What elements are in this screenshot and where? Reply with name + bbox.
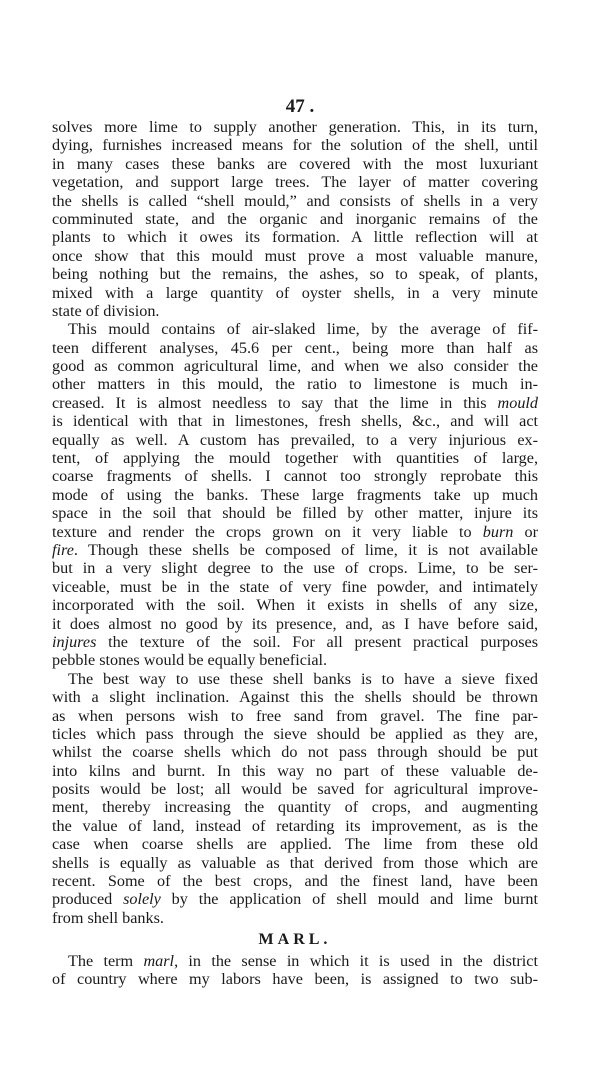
text-line [52, 228, 538, 246]
text-segment: but in a very slight degree to the use of crops. Lime, to be ser- [52, 559, 538, 578]
text-segment: incorporated with the soil. When it exists in shells of any size, [52, 596, 538, 615]
text-segment: The term [68, 951, 144, 970]
text-segment: good as common agricultural lime, and when we also consider the [52, 357, 538, 376]
text-line [52, 394, 538, 412]
italic-text: marl [143, 951, 175, 970]
text-line [52, 118, 538, 136]
text-segment: tent, of applying the mould together with quantities of large, [52, 449, 538, 468]
italic-text: fire [52, 540, 74, 559]
text-line [52, 633, 538, 651]
text-segment: or [513, 522, 538, 541]
text-segment: equally as well. A custom has prevailed, to a very injurious ex- [52, 430, 538, 449]
text-line [52, 817, 538, 835]
text-line [52, 210, 538, 228]
text-segment: it does almost no good by its presence, and, as I have before said, [52, 614, 538, 633]
text-segment: posits would be lost; all would be saved for agricultural improve- [52, 780, 538, 799]
text-line [52, 798, 538, 816]
text-segment: coarse fragments of shells. I cannot too strongly reprobate this [52, 467, 538, 486]
text-line [52, 486, 538, 504]
text-segment: teen different analyses, 45.6 per cent., being more than half as [52, 338, 538, 357]
text-line [52, 192, 538, 210]
text-line [52, 854, 538, 872]
text-segment: texture and render the crops grown on it very liable to [52, 522, 483, 541]
text-line [52, 835, 538, 853]
body-text [52, 118, 538, 988]
text-segment: creased. It is almost needless to say that the lime in this [52, 393, 498, 412]
text-segment: from shell banks. [52, 908, 164, 927]
text-segment: the value of land, instead of retarding its improvement, as is the [52, 816, 538, 835]
paragraph [52, 118, 538, 320]
text-segment: plants to which it owes its formation. A little reflection will at [52, 228, 538, 247]
text-line [52, 670, 538, 688]
text-line [52, 651, 538, 669]
text-segment: of country where my labors have been, is assigned to two sub- [52, 969, 538, 988]
text-segment: with a slight inclination. Against this the shells should be thrown [52, 688, 538, 707]
text-line [52, 743, 538, 761]
section-heading: MARL. [258, 931, 332, 949]
text-line [52, 284, 538, 302]
text-segment: viceable, must be in the state of very fine powder, and intimately [52, 577, 538, 596]
text-segment: shells is equally as valuable as that derived from those which are [52, 853, 538, 872]
text-line [52, 615, 538, 633]
text-line [52, 375, 538, 393]
text-segment: other matters in this mould, the ratio to limestone is much in- [52, 375, 538, 394]
text-line [52, 155, 538, 173]
text-segment: is identical with that in limestones, fresh shells, &c., and will act [52, 412, 538, 431]
text-line [52, 578, 538, 596]
text-line [52, 449, 538, 467]
text-segment: once show that this mould must prove a most valuable manure, [52, 246, 538, 265]
text-segment: produced [52, 890, 124, 909]
text-segment: mode of using the banks. These large fragments take up much [52, 485, 538, 504]
text-line [52, 970, 538, 988]
text-line [52, 523, 538, 541]
italic-text: solely [123, 890, 161, 909]
text-segment: pebble stones would be equally beneficial. [52, 651, 328, 670]
text-line [52, 952, 538, 970]
text-segment: solves more lime to supply another generation. This, in its turn, [52, 118, 538, 136]
text-segment: mixed with a large quantity of oyster shells, in a very minute [52, 283, 538, 302]
text-line [52, 872, 538, 890]
text-segment: ment, thereby increasing the quantity of crops, and augmenting [52, 798, 538, 817]
text-segment: in many cases these banks are covered with the most luxuriant [52, 154, 538, 173]
text-segment: , in the sense in which it is used in the district [174, 951, 538, 970]
text-line [52, 265, 538, 283]
text-line [52, 136, 538, 154]
text-segment: ticles which pass through the sieve should be applied as they are, [52, 724, 538, 743]
text-line [52, 320, 538, 338]
text-segment: whilst the coarse shells which do not pass through should be put [52, 743, 538, 762]
text-segment: dying, furnishes increased means for the solution of the shell, until [52, 136, 538, 155]
text-segment: case when coarse shells are applied. The lime from these old [52, 835, 538, 854]
text-segment: the texture of the soil. For all present practical purposes [96, 632, 538, 651]
text-line [52, 688, 538, 706]
text-line [52, 431, 538, 449]
text-segment: vegetation, and support large trees. The layer of matter covering [52, 173, 538, 192]
text-line [52, 302, 538, 320]
text-line [52, 725, 538, 743]
text-line [52, 412, 538, 430]
paragraph [52, 320, 538, 669]
paragraph [52, 952, 538, 989]
text-segment: state of division. [52, 301, 160, 320]
text-line [52, 762, 538, 780]
text-line [52, 173, 538, 191]
text-segment: the shells is called “shell mould,” and consists of shells in a very [52, 191, 538, 210]
text-segment: This mould contains of air-slaked lime, by the average of fif- [68, 320, 538, 339]
text-segment: into kilns and burnt. In this way no part of these valuable de- [52, 761, 538, 780]
text-segment: as when persons wish to free sand from gravel. The fine par- [52, 706, 538, 725]
text-line [52, 504, 538, 522]
text-segment: space in the soil that should be filled by other matter, injure its [52, 504, 538, 523]
text-line [52, 596, 538, 614]
text-line [52, 339, 538, 357]
text-line [52, 467, 538, 485]
text-segment: recent. Some of the best crops, and the finest land, have been [52, 872, 538, 891]
text-line [52, 890, 538, 908]
text-line [52, 247, 538, 265]
italic-text: injures [52, 632, 97, 651]
paragraph [52, 670, 538, 927]
text-segment: The best way to use these shell banks is to have a sieve fixed [68, 669, 538, 688]
text-line [52, 780, 538, 798]
text-segment: by the application of shell mould and lime burnt [160, 890, 539, 909]
text-line [52, 559, 538, 577]
page-number: 47 . [285, 96, 315, 117]
text-segment: being nothing but the remains, the ashes, so to speak, of plants, [52, 265, 538, 284]
text-line [52, 357, 538, 375]
text-line [52, 909, 538, 927]
text-segment: . Though these shells be composed of lime, it is not available [73, 540, 538, 559]
italic-text: mould [497, 393, 538, 412]
italic-text: burn [482, 522, 514, 541]
text-segment: comminuted state, and the organic and inorganic remains of the [52, 209, 538, 228]
text-line [52, 541, 538, 559]
text-line [52, 707, 538, 725]
